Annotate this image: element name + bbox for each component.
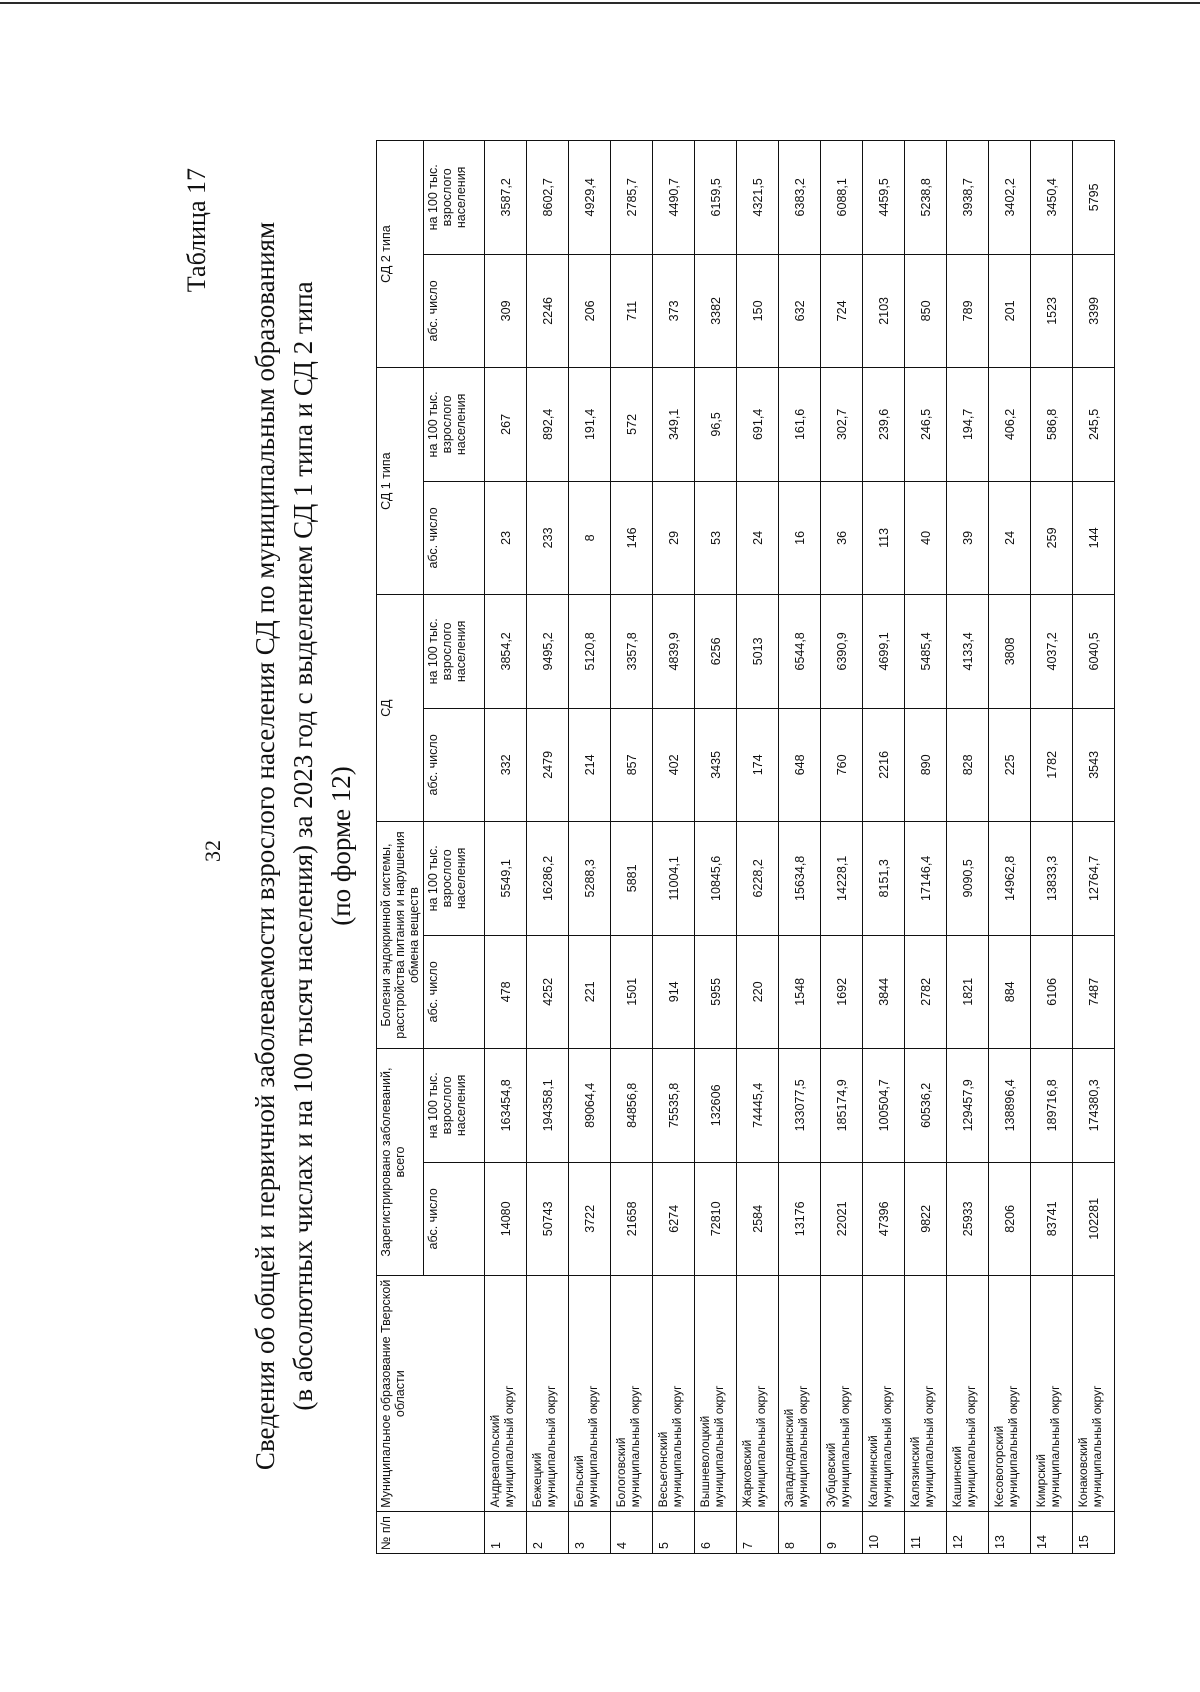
cell-sd2-abs: 789 (947, 254, 989, 367)
header-sd1: СД 1 типа (377, 368, 424, 595)
cell-endo-rate: 9090,5 (947, 822, 989, 935)
cell-num: 10 (863, 1512, 905, 1554)
cell-num: 7 (737, 1512, 779, 1554)
page-number: 32 (200, 840, 225, 862)
cell-total-abs: 14080 (485, 1162, 527, 1275)
header-row-groups (377, 141, 424, 1554)
municipality-name1: Кашинский (950, 1446, 964, 1508)
cell-endo-abs: 7487 (1073, 935, 1115, 1048)
cell-total-rate: 189716,8 (1031, 1049, 1073, 1163)
municipality-name1: Весьегонский (656, 1431, 670, 1508)
cell-sd1-rate: 586,8 (1031, 368, 1073, 482)
cell-endo-rate: 13833,3 (1031, 822, 1073, 935)
table-row (905, 141, 947, 1554)
cell-num: 6 (695, 1512, 737, 1554)
cell-sd1-abs: 39 (947, 481, 989, 594)
cell-sd2-rate: 3938,7 (947, 141, 989, 255)
cell-total-rate: 174380,3 (1073, 1049, 1115, 1163)
cell-sd-abs: 1782 (1031, 708, 1073, 821)
municipality-name2: муниципальный округ (1006, 1385, 1020, 1508)
cell-total-rate: 74445,4 (737, 1049, 779, 1163)
header-sd: СД (377, 595, 424, 822)
cell-sd-rate: 4839,9 (653, 595, 695, 708)
cell-sd1-abs: 36 (821, 481, 863, 594)
cell-sd2-rate: 3450,4 (1031, 141, 1073, 255)
cell-num: 1 (485, 1512, 527, 1554)
cell-num: 13 (989, 1512, 1031, 1554)
cell-sd1-abs: 24 (737, 481, 779, 594)
header-abs: абс. число (424, 708, 485, 821)
municipality-name2: муниципальный округ (838, 1385, 852, 1508)
cell-sd2-rate: 8602,7 (527, 141, 569, 255)
cell-endo-rate: 5288,3 (569, 822, 611, 935)
municipality-name2: муниципальный округ (544, 1385, 558, 1508)
cell-sd2-rate: 5795 (1073, 141, 1115, 255)
cell-endo-rate: 17146,4 (905, 822, 947, 935)
cell-sd2-abs: 711 (611, 254, 653, 367)
cell-sd1-abs: 8 (569, 481, 611, 594)
cell-endo-rate: 6228,2 (737, 822, 779, 935)
cell-sd-rate: 6544,8 (779, 595, 821, 708)
header-abs: абс. число (424, 935, 485, 1048)
cell-endo-rate: 15634,8 (779, 822, 821, 935)
cell-endo-abs: 5955 (695, 935, 737, 1048)
cell-sd-abs: 174 (737, 708, 779, 821)
header-total: Зарегистрировано заболеваний, всего (377, 1049, 424, 1276)
header-sd2: СД 2 типа (377, 141, 424, 368)
municipality-name1: Бежецкий (530, 1452, 544, 1508)
cell-sd1-abs: 53 (695, 481, 737, 594)
cell-endo-abs: 4252 (527, 935, 569, 1048)
cell-total-rate: 138896,4 (989, 1049, 1031, 1163)
cell-sd2-abs: 206 (569, 254, 611, 367)
cell-sd-rate: 6390,9 (821, 595, 863, 708)
title-line-3: (по форме 12) (326, 766, 356, 926)
municipality-name2: муниципальный округ (880, 1385, 894, 1508)
cell-sd1-rate: 161,6 (779, 368, 821, 482)
cell-sd-rate: 5013 (737, 595, 779, 708)
cell-sd2-abs: 201 (989, 254, 1031, 367)
table-row (1031, 141, 1073, 1554)
cell-sd2-rate: 3587,2 (485, 141, 527, 255)
cell-sd2-abs: 2103 (863, 254, 905, 367)
cell-sd1-rate: 691,4 (737, 368, 779, 482)
cell-endo-abs: 1501 (611, 935, 653, 1048)
cell-municipality (989, 1276, 1031, 1512)
cell-sd1-rate: 194,7 (947, 368, 989, 482)
municipality-name2: муниципальный округ (586, 1385, 600, 1508)
municipality-name1: Бологовский (614, 1437, 628, 1508)
municipality-name2: муниципальный округ (628, 1385, 642, 1508)
cell-total-rate: 163454,8 (485, 1049, 527, 1163)
cell-endo-rate: 16286,2 (527, 822, 569, 935)
cell-municipality (695, 1276, 737, 1512)
cell-sd1-rate: 302,7 (821, 368, 863, 482)
cell-sd-abs: 214 (569, 708, 611, 821)
cell-total-abs: 83741 (1031, 1162, 1073, 1275)
table-row (485, 141, 527, 1554)
cell-total-rate: 133077,5 (779, 1049, 821, 1163)
cell-total-abs: 47396 (863, 1162, 905, 1275)
cell-total-abs: 3722 (569, 1162, 611, 1275)
cell-endo-rate: 5881 (611, 822, 653, 935)
cell-endo-rate: 12764,7 (1073, 822, 1115, 935)
header-per100k: на 100 тыс. взрослого населения (424, 595, 485, 708)
table-row (653, 141, 695, 1554)
municipality-name1: Вышневолоцкий (698, 1415, 712, 1508)
municipality-name2: муниципальный округ (1090, 1385, 1104, 1508)
cell-sd1-rate: 349,1 (653, 368, 695, 482)
municipality-name2: муниципальный округ (964, 1385, 978, 1508)
cell-sd2-rate: 4459,5 (863, 141, 905, 255)
cell-sd2-rate: 4929,4 (569, 141, 611, 255)
cell-sd1-rate: 892,4 (527, 368, 569, 482)
cell-sd2-abs: 632 (779, 254, 821, 367)
cell-sd-abs: 3543 (1073, 708, 1115, 821)
cell-sd-rate: 6040,5 (1073, 595, 1115, 708)
cell-sd2-rate: 5238,8 (905, 141, 947, 255)
cell-sd2-rate: 6088,1 (821, 141, 863, 255)
cell-total-rate: 185174,9 (821, 1049, 863, 1163)
cell-sd1-rate: 96,5 (695, 368, 737, 482)
cell-sd-rate: 4699,1 (863, 595, 905, 708)
cell-endo-abs: 6106 (1031, 935, 1073, 1048)
cell-sd1-abs: 146 (611, 481, 653, 594)
cell-endo-rate: 14228,1 (821, 822, 863, 935)
cell-sd-abs: 760 (821, 708, 863, 821)
table-row (779, 141, 821, 1554)
cell-endo-abs: 914 (653, 935, 695, 1048)
cell-sd2-rate: 2785,7 (611, 141, 653, 255)
municipality-name1: Калининский (866, 1435, 880, 1508)
cell-municipality (1031, 1276, 1073, 1512)
cell-sd-abs: 2216 (863, 708, 905, 821)
cell-sd-rate: 4037,2 (1031, 595, 1073, 708)
cell-sd1-rate: 239,6 (863, 368, 905, 482)
cell-sd-abs: 332 (485, 708, 527, 821)
table-row (1073, 141, 1115, 1554)
table-row (569, 141, 611, 1554)
title-line-2: (в абсолютных числах и на 100 тысяч населения) за 2023 год с выделением СД 1 типа и СД 2 типа (288, 281, 318, 1411)
cell-sd1-abs: 144 (1073, 481, 1115, 594)
table-row (695, 141, 737, 1554)
cell-total-abs: 22021 (821, 1162, 863, 1275)
cell-total-rate: 132606 (695, 1049, 737, 1163)
municipality-name1: Жарковский (740, 1439, 754, 1508)
cell-endo-abs: 478 (485, 935, 527, 1048)
municipality-name2: муниципальный округ (796, 1385, 810, 1508)
cell-municipality (485, 1276, 527, 1512)
header-num: № п/п (377, 1512, 485, 1554)
municipality-name1: Бельский (572, 1455, 586, 1508)
municipality-name1: Западнодвинский (782, 1408, 796, 1508)
cell-total-rate: 129457,9 (947, 1049, 989, 1163)
cell-municipality (947, 1276, 989, 1512)
cell-endo-rate: 11004,1 (653, 822, 695, 935)
cell-sd2-abs: 3382 (695, 254, 737, 367)
cell-municipality (779, 1276, 821, 1512)
cell-num: 8 (779, 1512, 821, 1554)
cell-total-abs: 8206 (989, 1162, 1031, 1275)
header-abs: абс. число (424, 1162, 485, 1275)
cell-sd1-abs: 16 (779, 481, 821, 594)
cell-sd-abs: 828 (947, 708, 989, 821)
table-row (947, 141, 989, 1554)
title-line-1: Сведения об общей и первичной заболеваемости взрослого населения СД по муниципальным образованиям (250, 221, 280, 1471)
header-per100k: на 100 тыс. взрослого населения (424, 368, 485, 482)
cell-municipality (569, 1276, 611, 1512)
cell-sd1-abs: 40 (905, 481, 947, 594)
cell-sd-rate: 3808 (989, 595, 1031, 708)
municipality-name1: Конаковский (1076, 1437, 1090, 1508)
cell-sd1-rate: 191,4 (569, 368, 611, 482)
municipality-name2: муниципальный округ (1048, 1385, 1062, 1508)
cell-endo-abs: 884 (989, 935, 1031, 1048)
cell-sd2-rate: 6159,5 (695, 141, 737, 255)
municipality-name2: муниципальный округ (670, 1385, 684, 1508)
cell-sd-abs: 857 (611, 708, 653, 821)
cell-sd1-rate: 267 (485, 368, 527, 482)
table-label: Таблица 17 (182, 168, 211, 293)
cell-sd2-abs: 309 (485, 254, 527, 367)
cell-sd-abs: 402 (653, 708, 695, 821)
municipality-name1: Зубцовский (824, 1442, 838, 1508)
cell-total-abs: 13176 (779, 1162, 821, 1275)
municipality-name2: муниципальный округ (712, 1385, 726, 1508)
cell-num: 5 (653, 1512, 695, 1554)
header-per100k: на 100 тыс. взрослого населения (424, 141, 485, 255)
cell-endo-abs: 1548 (779, 935, 821, 1048)
cell-municipality (611, 1276, 653, 1512)
table-row (821, 141, 863, 1554)
table-row (527, 141, 569, 1554)
cell-endo-abs: 1821 (947, 935, 989, 1048)
cell-sd2-abs: 373 (653, 254, 695, 367)
cell-sd2-abs: 850 (905, 254, 947, 367)
cell-total-abs: 2584 (737, 1162, 779, 1275)
cell-sd-abs: 3435 (695, 708, 737, 821)
cell-municipality (737, 1276, 779, 1512)
header-abs: абс. число (424, 254, 485, 367)
cell-sd-rate: 5485,4 (905, 595, 947, 708)
cell-sd-rate: 3854,2 (485, 595, 527, 708)
cell-endo-rate: 14962,8 (989, 822, 1031, 935)
cell-sd-abs: 648 (779, 708, 821, 821)
cell-sd1-abs: 24 (989, 481, 1031, 594)
cell-municipality (821, 1276, 863, 1512)
municipality-name1: Андреапольский (488, 1414, 502, 1508)
cell-endo-abs: 3844 (863, 935, 905, 1048)
cell-sd1-rate: 246,5 (905, 368, 947, 482)
cell-total-rate: 84856,8 (611, 1049, 653, 1163)
cell-total-abs: 25933 (947, 1162, 989, 1275)
municipality-name2: муниципальный округ (754, 1385, 768, 1508)
cell-sd1-abs: 23 (485, 481, 527, 594)
cell-sd1-rate: 245,5 (1073, 368, 1115, 482)
cell-sd-rate: 6256 (695, 595, 737, 708)
municipality-name1: Кимрский (1034, 1454, 1048, 1508)
cell-sd1-abs: 113 (863, 481, 905, 594)
cell-total-rate: 100504,7 (863, 1049, 905, 1163)
municipality-name1: Калязинский (908, 1436, 922, 1508)
cell-num: 14 (1031, 1512, 1073, 1554)
header-endocrine: Болезни эндокринной системы, расстройства питания и нарушения обмена веществ (377, 822, 424, 1049)
cell-sd-abs: 2479 (527, 708, 569, 821)
cell-sd2-abs: 1523 (1031, 254, 1073, 367)
cell-num: 9 (821, 1512, 863, 1554)
cell-endo-rate: 8151,3 (863, 822, 905, 935)
cell-total-abs: 6274 (653, 1162, 695, 1275)
cell-total-abs: 9822 (905, 1162, 947, 1275)
cell-sd1-abs: 259 (1031, 481, 1073, 594)
cell-total-abs: 50743 (527, 1162, 569, 1275)
municipality-name2: муниципальный округ (502, 1385, 516, 1508)
cell-sd2-abs: 724 (821, 254, 863, 367)
cell-sd2-rate: 4321,5 (737, 141, 779, 255)
cell-sd-rate: 4133,4 (947, 595, 989, 708)
cell-municipality (863, 1276, 905, 1512)
cell-municipality (653, 1276, 695, 1512)
cell-endo-abs: 2782 (905, 935, 947, 1048)
cell-sd-rate: 9495,2 (527, 595, 569, 708)
morbidity-table (376, 140, 1115, 1554)
cell-sd2-abs: 150 (737, 254, 779, 367)
cell-sd-abs: 890 (905, 708, 947, 821)
header-per100k: на 100 тыс. взрослого населения (424, 822, 485, 935)
cell-endo-rate: 10845,6 (695, 822, 737, 935)
cell-sd1-abs: 29 (653, 481, 695, 594)
cell-num: 4 (611, 1512, 653, 1554)
cell-total-rate: 60536,2 (905, 1049, 947, 1163)
cell-sd2-rate: 6383,2 (779, 141, 821, 255)
cell-sd-abs: 225 (989, 708, 1031, 821)
cell-municipality (527, 1276, 569, 1512)
cell-sd1-rate: 572 (611, 368, 653, 482)
cell-endo-abs: 221 (569, 935, 611, 1048)
cell-total-abs: 72810 (695, 1162, 737, 1275)
cell-num: 3 (569, 1512, 611, 1554)
table-row (611, 141, 653, 1554)
header-municipality: Муниципальное образование Тверской области (377, 1276, 485, 1512)
cell-total-abs: 102281 (1073, 1162, 1115, 1275)
cell-total-rate: 194358,1 (527, 1049, 569, 1163)
municipality-name1: Кесовогорский (992, 1425, 1006, 1508)
cell-num: 11 (905, 1512, 947, 1554)
cell-endo-abs: 1692 (821, 935, 863, 1048)
cell-total-abs: 21658 (611, 1162, 653, 1275)
cell-sd2-abs: 2246 (527, 254, 569, 367)
cell-total-rate: 75535,8 (653, 1049, 695, 1163)
cell-sd1-rate: 406,2 (989, 368, 1031, 482)
header-abs: абс. число (424, 481, 485, 594)
header-per100k: на 100 тыс. взрослого населения (424, 1049, 485, 1163)
cell-sd-rate: 3357,8 (611, 595, 653, 708)
municipality-name2: муниципальный округ (922, 1385, 936, 1508)
cell-endo-abs: 220 (737, 935, 779, 1048)
cell-total-rate: 89064,4 (569, 1049, 611, 1163)
cell-sd-rate: 5120,8 (569, 595, 611, 708)
cell-num: 2 (527, 1512, 569, 1554)
cell-sd2-rate: 4490,7 (653, 141, 695, 255)
cell-num: 12 (947, 1512, 989, 1554)
table-row (989, 141, 1031, 1554)
cell-sd2-abs: 3399 (1073, 254, 1115, 367)
cell-sd1-abs: 233 (527, 481, 569, 594)
cell-municipality (905, 1276, 947, 1512)
table-row (737, 141, 779, 1554)
cell-endo-rate: 5549,1 (485, 822, 527, 935)
table-body (485, 141, 1115, 1554)
cell-sd2-rate: 3402,2 (989, 141, 1031, 255)
cell-num: 15 (1073, 1512, 1115, 1554)
table-row (863, 141, 905, 1554)
cell-municipality (1073, 1276, 1115, 1512)
